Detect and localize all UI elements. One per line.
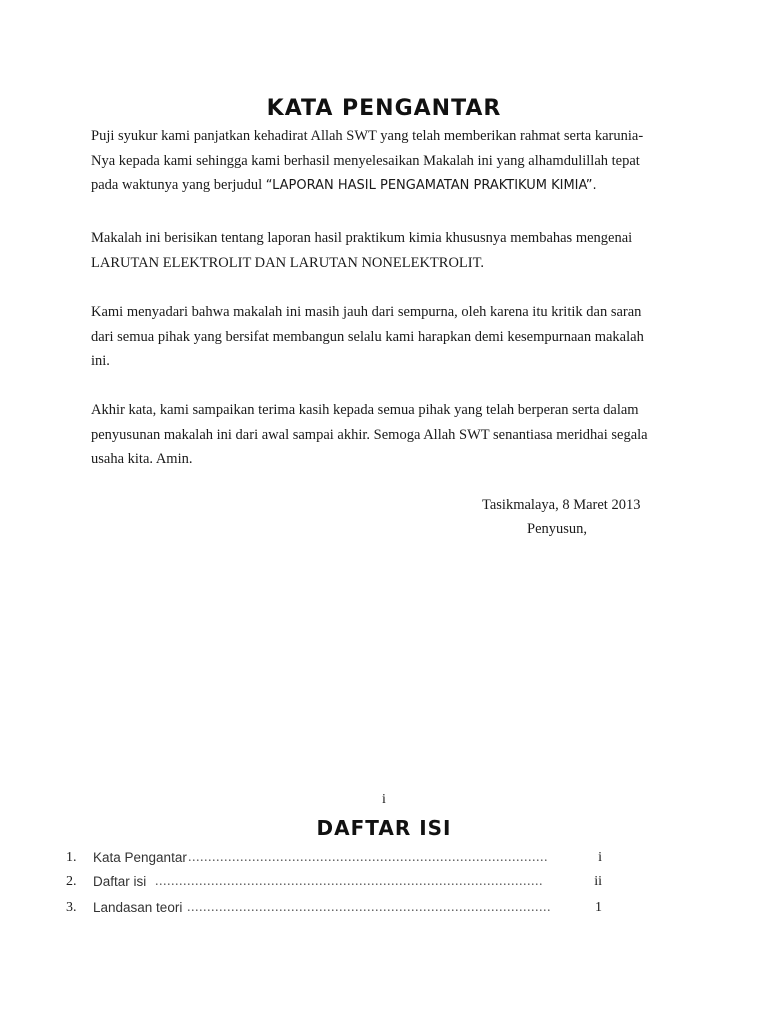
toc-item-number: 3. <box>66 900 77 915</box>
paragraph-2 <box>91 226 681 275</box>
paragraph-3 <box>91 300 681 374</box>
paragraph-4-line-3: usaha kita. Amin. <box>91 451 193 467</box>
paragraph-3-line-3: ini. <box>91 353 110 369</box>
toc-item-number: 2. <box>66 874 77 889</box>
toc-item-page: i <box>598 850 602 865</box>
paragraph-1-line-1: Puji syukur kami panjatkan kehadirat Allah SWT yang telah memberikan rahmat serta karunia- <box>91 128 644 144</box>
daftar-isi-title: DAFTAR ISI <box>316 816 452 840</box>
report-title-quote: “LAPORAN HASIL PENGAMATAN PRAKTIKUM KIMIA”. <box>265 178 597 193</box>
kata-pengantar-title: KATA PENGANTAR <box>266 96 502 121</box>
toc-item-label: Kata Pengantar <box>93 850 187 865</box>
place-date: Tasikmalaya, 8 Maret 2013 <box>482 497 641 513</box>
paragraph-4 <box>91 398 681 472</box>
paragraph-1-line-3-text: pada waktunya yang berjudul <box>91 177 266 193</box>
author-label: Penyusun, <box>527 521 588 537</box>
toc-leader-dots: ........................................................................................... <box>187 900 551 915</box>
paragraph-2-line-1: Makalah ini berisikan tentang laporan hasil praktikum kimia khususnya membahas mengenai <box>91 230 633 246</box>
paragraph-2-line-2: LARUTAN ELEKTROLIT DAN LARUTAN NONELEKTROLIT. <box>91 254 485 271</box>
toc-item-page: ii <box>594 874 602 889</box>
paragraph-1 <box>91 124 681 199</box>
toc-item-number: 1. <box>66 850 77 865</box>
toc-leader-dots: .......................................................................................... <box>188 850 548 865</box>
toc-item[interactable] <box>66 871 606 893</box>
toc-item-label: Daftar isi <box>93 874 147 889</box>
toc-item[interactable] <box>66 897 606 919</box>
paragraph-1-line-3 <box>91 173 681 199</box>
paragraph-3-line-1: Kami menyadari bahwa makalah ini masih jauh dari sempurna, oleh karena itu kritik dan saran <box>91 304 642 320</box>
paragraph-1-line-2: Nya kepada kami sehingga kami berhasil menyelesaikan Makalah ini yang alhamdulillah tepat <box>91 152 640 169</box>
toc-item-page: 1 <box>595 900 602 915</box>
toc-item-label: Landasan teori <box>93 900 183 915</box>
toc-leader-dots: ................................................................................................. <box>155 874 543 889</box>
toc-item[interactable] <box>66 847 606 869</box>
paragraph-4-line-1: Akhir kata, kami sampaikan terima kasih kepada semua pihak yang telah berperan serta dalam <box>91 402 639 418</box>
paragraph-3-line-2: dari semua pihak yang bersifat membangun selalu kami harapkan demi kesempurnaan makalah <box>91 328 644 345</box>
paragraph-4-line-2: penyusunan makalah ini dari awal sampai akhir. Semoga Allah SWT senantiasa meridhai segala <box>91 426 648 443</box>
page-number: i <box>382 792 386 807</box>
